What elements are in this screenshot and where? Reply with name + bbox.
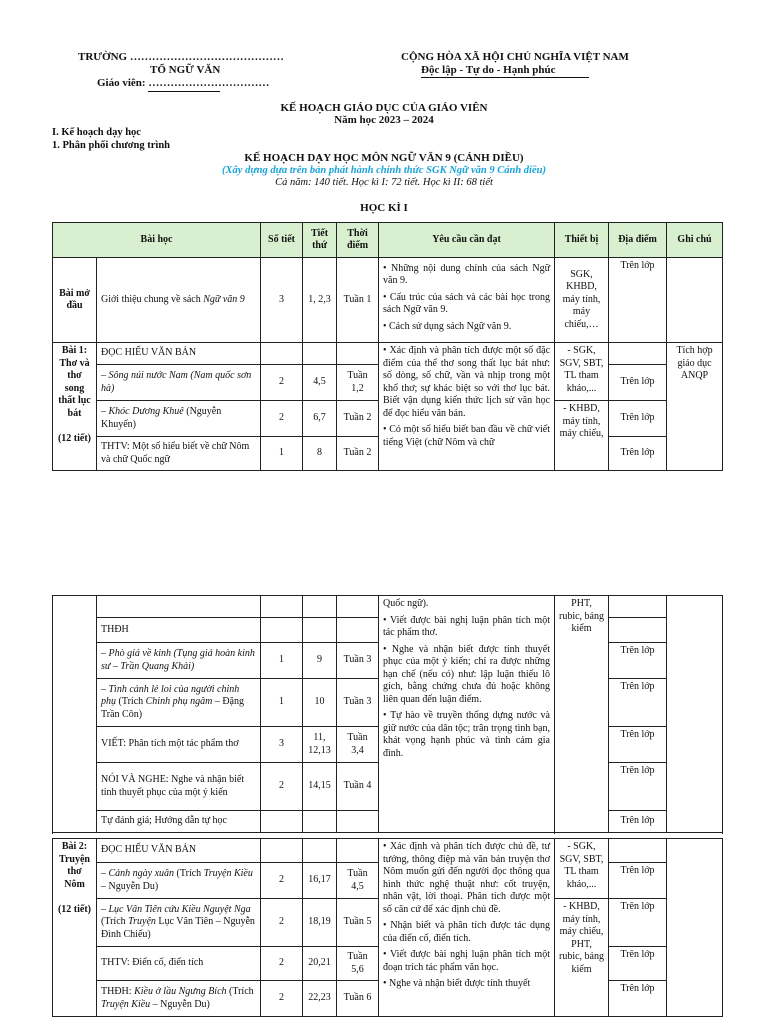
- lesson-name: Giới thiệu chung về sách Ngữ văn 9: [97, 258, 261, 343]
- lesson-plan-table-1: [52, 222, 723, 471]
- lesson-plan-table-3: [52, 838, 723, 1017]
- col-requirements: Yêu cầu cần đạt: [379, 223, 555, 258]
- department-name: TỔ NGỮ VĂN: [150, 64, 221, 76]
- lesson-name: – Phò giá về kinh (Tụng giá hoàn kinh sư – Trần Quang Khải): [97, 643, 261, 679]
- country-name: CỘNG HÒA XÃ HỘI CHỦ NGHĨA VIỆT NAM: [401, 51, 629, 63]
- notes: Tích hợp giáo dục ANQP: [667, 343, 723, 471]
- requirements: • Những nội dung chính của sách Ngữ văn 9. • Cấu trúc của sách và các bài học trong sách Ngữ văn 9. • Cách sử dụng sách Ngữ văn 9.: [379, 258, 555, 343]
- subject-title: KẾ HOẠCH DẠY HỌC MÔN NGỮ VĂN 9 (CÁNH DIỀU): [244, 152, 524, 164]
- national-motto: Độc lập - Tự do - Hạnh phúc: [421, 64, 589, 78]
- notes: [667, 596, 723, 833]
- table-row: THTV: Một số hiểu biết về chữ Nôm và chữ Quốc ngữ 1 8 Tuần 2 Trên lớp: [53, 437, 723, 471]
- equipment: - KHBD, máy tính, máy chiếu, PHT, rubic, bảng kiểm: [555, 899, 609, 1017]
- location: Trên lớp: [609, 258, 667, 343]
- document-title: KẾ HOẠCH GIÁO DỤC CỦA GIÁO VIÊN: [280, 102, 488, 114]
- notes: [667, 258, 723, 343]
- lesson-name: – Tình cảnh lẻ loi của người chinh phụ (Trích Chinh phụ ngâm – Đặng Trần Côn): [97, 679, 261, 727]
- subject-subtitle: (Xây dựng dựa trên bản phát hành chính thức SGK Ngữ văn 9 Cánh diều): [222, 165, 546, 176]
- lesson-plan-table-2: [52, 595, 723, 833]
- equipment: - SGK, SGV, SBT, TL tham khảo,...: [555, 839, 609, 899]
- table-row: [53, 596, 723, 618]
- table-row: [53, 258, 723, 343]
- table-row: – Khóc Dương Khuê (Nguyễn Khuyến) 2 6,7 Tuần 2 - KHBD, máy tính, máy chiếu, Trên lớp: [53, 401, 723, 437]
- lesson-group: Bài mở đầu: [53, 258, 97, 343]
- lesson-name: VIẾT: Phân tích một tác phẩm thơ: [97, 727, 261, 763]
- table-row: – Sông núi nước Nam (Nam quốc sơn hà) 2 4,5 Tuần 1,2 Trên lớp: [53, 365, 723, 401]
- table-row: – Lục Vân Tiên cứu Kiều Nguyệt Nga (Trích Truyện Lục Vân Tiên – Nguyễn Đình Chiểu) 2 18,19 Tuần 5 - KHBD, máy tính, máy chiếu, PHT, rubic, bảng kiểm Trên lớp: [53, 899, 723, 947]
- lesson-group: [53, 596, 97, 833]
- col-equipment: Thiết bị: [555, 223, 609, 258]
- col-periods: Số tiết: [261, 223, 303, 258]
- week: Tuần 1: [337, 258, 379, 343]
- lesson-group: Bài 1: Thơ và thơ song thất lục bát (12 tiết): [53, 343, 97, 471]
- school-name: TRƯỜNG ……………………………………: [78, 51, 284, 63]
- period-numbers: 1, 2,3: [303, 258, 337, 343]
- requirements: Quốc ngữ). • Viết được bài nghị luận phân tích một tác phẩm thơ. • Nghe và nhận biết được tính thuyết phục của một ý kiến; chỉ ra được những hạn chế (nếu có) như: lập luận thiếu lô gích, bằng chứng chưa đủ hoặc không liên quan đến luận điểm. • Tự hào về truyền thống dựng nước và giữ nước của dân tộc; trân trọng tình bạn, khát vọng hạnh phúc và tình cảm gia đình.: [379, 596, 555, 833]
- notes: [667, 839, 723, 1017]
- equipment: SGK, KHBD, máy tính, máy chiếu,…: [555, 258, 609, 343]
- lesson-name: NÓI VÀ NGHE: Nghe và nhận biết tính thuyết phục của một ý kiến: [97, 763, 261, 811]
- table-row: [53, 839, 723, 863]
- col-lesson: Bài học: [53, 223, 261, 258]
- lesson-name: ĐỌC HIỂU VĂN BẢN: [97, 343, 261, 365]
- lesson-name: – Khóc Dương Khuê (Nguyễn Khuyến): [97, 401, 261, 437]
- table-row: Tự đánh giá; Hướng dẫn tự học Trên lớp: [53, 811, 723, 833]
- table-row: THĐH: Kiều ở lầu Ngưng Bích (Trích Truyện Kiều – Nguyễn Du) 2 22,23 Tuần 6 Trên lớp: [53, 981, 723, 1017]
- table-header-row: [53, 223, 723, 258]
- teacher-line: Giáo viên: ……………………………: [97, 77, 270, 89]
- table-row: NÓI VÀ NGHE: Nghe và nhận biết tính thuyết phục của một ý kiến 2 14,15 Tuần 4 Trên lớp: [53, 763, 723, 811]
- period-summary: Cả năm: 140 tiết. Học kì I: 72 tiết. Học kì II: 68 tiết: [275, 177, 493, 188]
- school-year: Năm học 2023 – 2024: [334, 114, 434, 126]
- table-row: VIẾT: Phân tích một tác phẩm thơ 3 11, 12,13 Tuần 3,4 Trên lớp: [53, 727, 723, 763]
- lesson-name: THĐH: Kiều ở lầu Ngưng Bích (Trích Truyện Kiều – Nguyễn Du): [97, 981, 261, 1017]
- period-count: 3: [261, 258, 303, 343]
- requirements: • Xác định và phân tích được chủ đề, tư tưởng, thông điệp mà văn bản truyện thơ Nôm muốn gửi đến người đọc thông qua hình thức nghệ thuật như: cốt truyện, nhân vật, lời thoại. Phân tích được một số căn cứ để xác định chủ đề. • Nhận biết và phân tích được tác dụng của điển cố, điển tích. • Viết được bài nghị luận phân tích một đoạn trích tác phẩm văn học. • Nghe và nhận biết được tính thuyết: [379, 839, 555, 1017]
- col-time: Thời điểm: [337, 223, 379, 258]
- lesson-name: – Cảnh ngày xuân (Trích Truyện Kiều – Nguyễn Du): [97, 863, 261, 899]
- lesson-name: THTV: Điển cố, điển tích: [97, 947, 261, 981]
- table-row: [53, 343, 723, 365]
- teacher-underline: [148, 91, 220, 92]
- col-notes: Ghi chú: [667, 223, 723, 258]
- subsection-heading: 1. Phân phối chương trình: [52, 140, 171, 151]
- lesson-name: Tự đánh giá; Hướng dẫn tự học: [97, 811, 261, 833]
- table-row: – Tình cảnh lẻ loi của người chinh phụ (Trích Chinh phụ ngâm – Đặng Trần Côn) 1 10 Tuần 3 Trên lớp: [53, 679, 723, 727]
- col-period-no: Tiết thứ: [303, 223, 337, 258]
- lesson-name: THĐH: [97, 618, 261, 643]
- lesson-name: ĐỌC HIỂU VĂN BẢN: [97, 839, 261, 863]
- table-row: THTV: Điển cố, điển tích 2 20,21 Tuần 5,6 Trên lớp: [53, 947, 723, 981]
- table-row: – Phò giá về kinh (Tụng giá hoàn kinh sư – Trần Quang Khải) 1 9 Tuần 3 Trên lớp: [53, 643, 723, 679]
- term-heading: HỌC KÌ I: [360, 202, 408, 214]
- equipment: PHT, rubic, bảng kiểm: [555, 596, 609, 833]
- lesson-name: THTV: Một số hiểu biết về chữ Nôm và chữ Quốc ngữ: [97, 437, 261, 471]
- equipment: - SGK, SGV, SBT, TL tham khảo,...: [555, 343, 609, 401]
- lesson-name: – Lục Vân Tiên cứu Kiều Nguyệt Nga (Trích Truyện Lục Vân Tiên – Nguyễn Đình Chiểu): [97, 899, 261, 947]
- section-heading: I. Kế hoạch dạy học: [52, 127, 141, 138]
- lesson-group: Bài 2: Truyện thơ Nôm (12 tiết): [53, 839, 97, 1017]
- table-row: – Cảnh ngày xuân (Trích Truyện Kiều – Nguyễn Du) 2 16,17 Tuần 4,5 Trên lớp: [53, 863, 723, 899]
- lesson-name: – Sông núi nước Nam (Nam quốc sơn hà): [97, 365, 261, 401]
- requirements: • Xác định và phân tích được một số đặc điểm của thể thơ song thất lục bát như: số dòng, số chữ, vần và nhịp trong một khổ thơ; sự khác biệt so với thơ lục bát. Biết vận dụng kiến thức lịch sử văn học để đọc hiểu văn bản. • Có một số hiểu biết ban đầu về chữ viết tiếng Việt (chữ Nôm và chữ: [379, 343, 555, 471]
- col-location: Địa điểm: [609, 223, 667, 258]
- equipment: - KHBD, máy tính, máy chiếu,: [555, 401, 609, 471]
